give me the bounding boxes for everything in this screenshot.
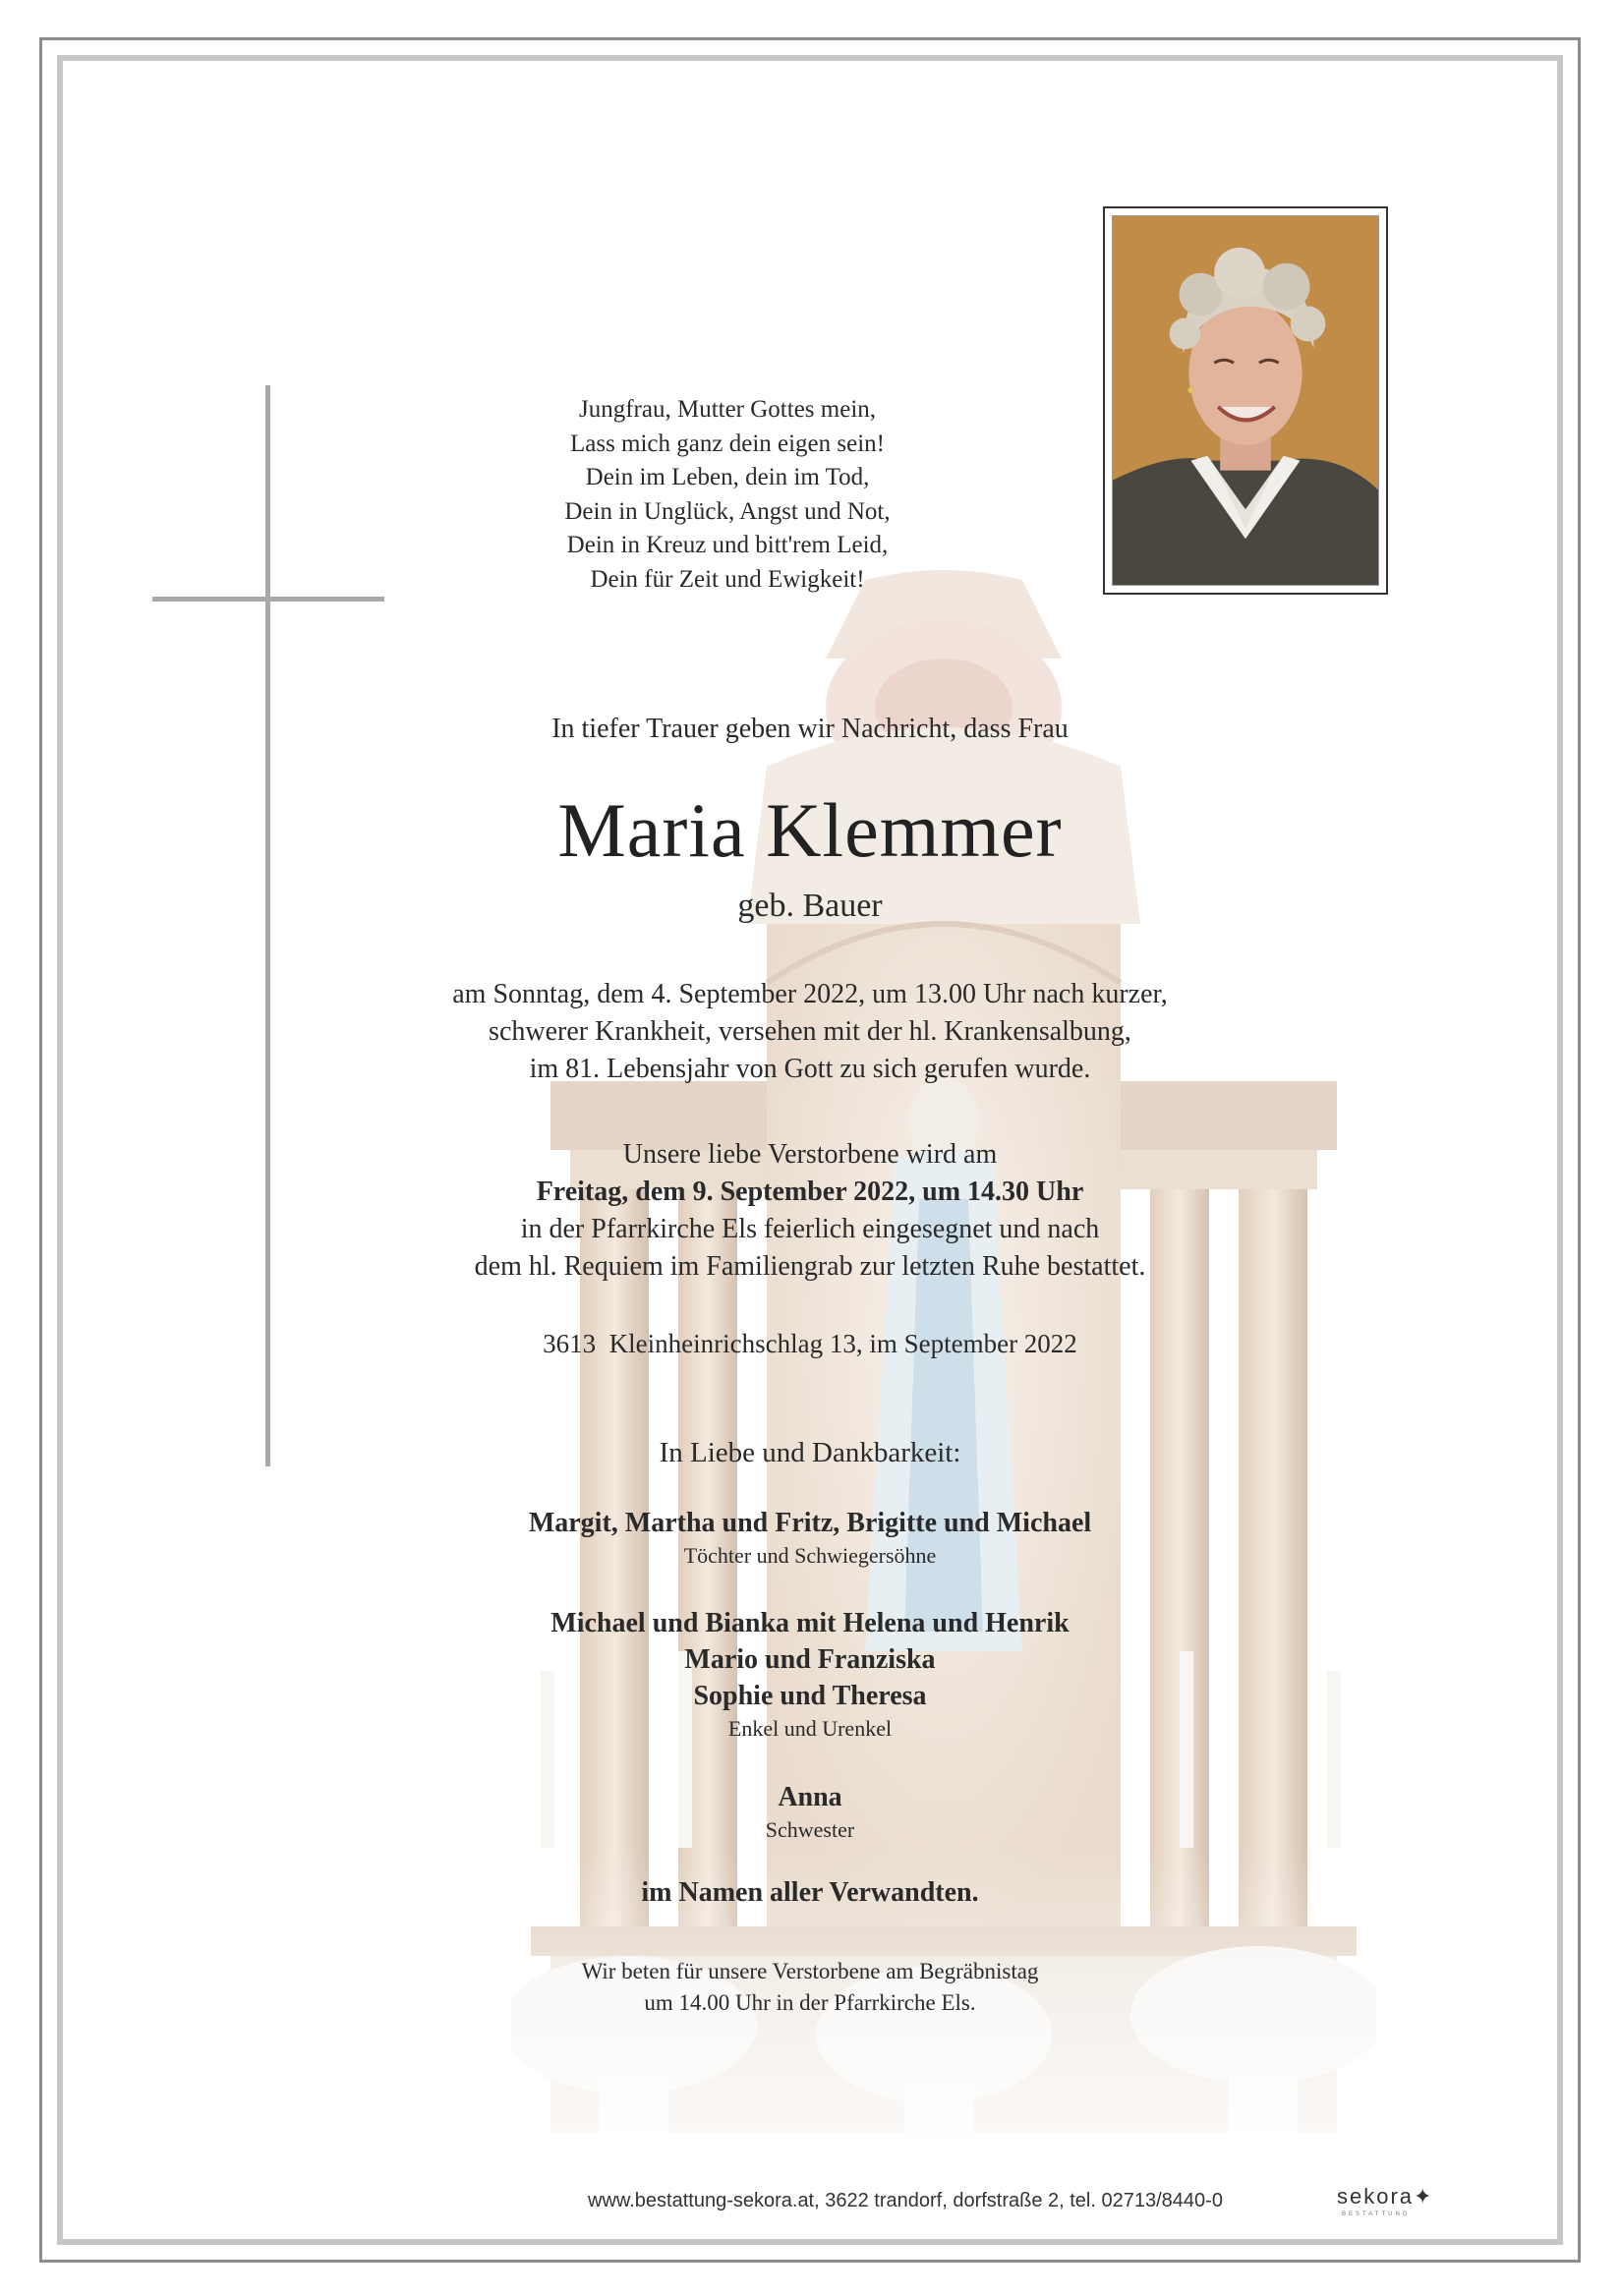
poem-line: Dein für Zeit und Ewigkeit! <box>590 565 865 593</box>
prayer-note <box>0 1956 1620 2019</box>
closing-line: im Namen aller Verwandten. <box>641 1877 979 1908</box>
mourner-group-daughters <box>0 1505 1620 1571</box>
poem-line: Lass mich ganz dein eigen sein! <box>569 430 886 457</box>
poem-line: Jungfrau, Mutter Gottes mein, <box>578 396 877 423</box>
logo-subtext: BESTATTUNG <box>1342 2211 1411 2217</box>
mourner-names: Margit, Martha und Fritz, Brigitte und Michael <box>528 1508 1092 1538</box>
poem <box>521 393 934 597</box>
mourner-relation: Schwester <box>765 1817 855 1842</box>
portrait-photo <box>1103 206 1388 595</box>
logo-text: sekora <box>1337 2184 1415 2209</box>
death-notice-line: am Sonntag, dem 4. September 2022, um 13.00 Uhr nach kurzer, <box>452 979 1168 1009</box>
footer-contact: www.bestattung-sekora.at, 3622 trandorf, dorfstraße 2, tel. 02713/8440-0 <box>588 2190 1223 2211</box>
intro-text: In tiefer Trauer geben wir Nachricht, dass Frau <box>551 714 1069 744</box>
mourner-names: Michael und Bianka mit Helena und Henrik <box>550 1608 1070 1638</box>
mourner-group-sister <box>0 1779 1620 1845</box>
mourner-names: Sophie und Theresa <box>693 1681 927 1711</box>
poem-line: Dein in Unglück, Angst und Not, <box>564 497 891 525</box>
prayer-note-line: um 14.00 Uhr in der Pfarrkirche Els. <box>644 1990 976 2015</box>
deceased-name: Maria Klemmer <box>557 787 1063 873</box>
cross-horizontal-bar <box>152 597 384 602</box>
portrait-image <box>1113 216 1378 585</box>
funeral-date: Freitag, dem 9. September 2022, um 14.30 Uhr <box>536 1177 1084 1207</box>
mourner-relation: Töchter und Schwiegersöhne <box>683 1543 937 1568</box>
death-notice <box>0 976 1620 1088</box>
mourner-group-grandchildren <box>0 1605 1620 1744</box>
prayer-note-line: Wir beten für unsere Verstorbene am Begräbnistag <box>581 1959 1039 1983</box>
mourner-relation: Enkel und Urenkel <box>727 1716 893 1741</box>
poem-line: Dein in Kreuz und bitt'rem Leid, <box>566 532 889 558</box>
sekora-logo <box>1337 2184 1433 2210</box>
cross-vertical-bar <box>265 385 270 1466</box>
funeral-line: Unsere liebe Verstorbene wird am <box>622 1139 998 1170</box>
death-notice-line: im 81. Lebensjahr von Gott zu sich gerufen wurde. <box>529 1054 1091 1084</box>
poem-line: Dein im Leben, dein im Tod, <box>585 464 870 490</box>
death-notice-line: schwerer Krankheit, versehen mit der hl. Krankensalbung, <box>489 1016 1131 1047</box>
mourner-names: Mario und Franziska <box>684 1644 936 1675</box>
funeral-line: dem hl. Requiem im Familiengrab zur letzten Ruhe bestattet. <box>474 1251 1146 1282</box>
mourner-names: Anna <box>778 1782 842 1812</box>
address-date: 3613 Kleinheinrichschlag 13, im September 2022 <box>543 1329 1077 1358</box>
funeral-line: in der Pfarrkirche Els feierlich eingesegnet und nach <box>520 1214 1100 1244</box>
maiden-name: geb. Bauer <box>737 888 883 924</box>
bird-icon: ✦ <box>1414 2184 1434 2209</box>
funeral-notice <box>0 1136 1620 1286</box>
gratitude-heading: In Liebe und Dankbarkeit: <box>659 1437 961 1468</box>
